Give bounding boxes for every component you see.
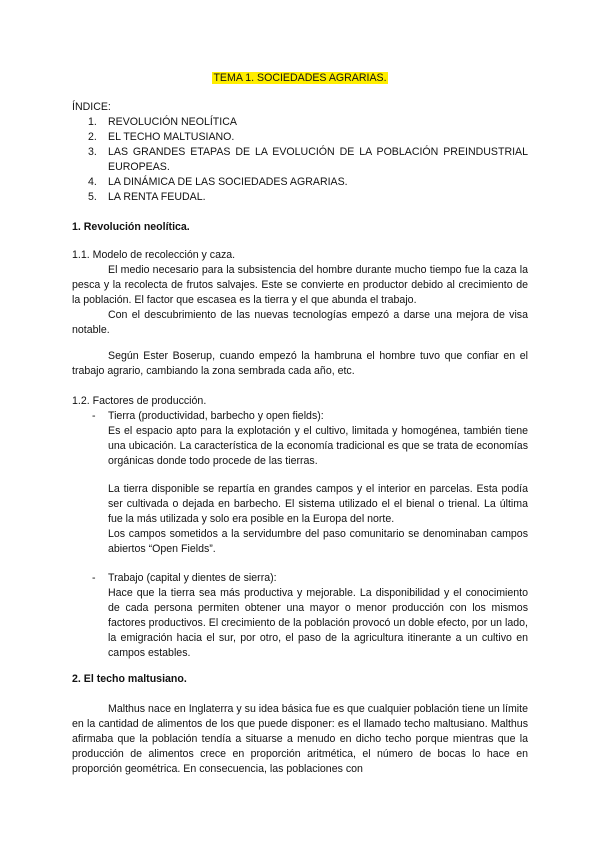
paragraph: Los campos sometidos a la servidumbre del paso comunitario se denominaban campos abiertos “Open Fields”.: [108, 528, 528, 555]
paragraph: El medio necesario para la subsistencia del hombre durante mucho tiempo fue la caza la pesca y la recolecta de frutos salvajes. Este se convierte en productor debido al crecimiento de la población. El factor que escasea es la tierra y el que abunda el trabajo.: [72, 264, 528, 306]
index-heading: ÍNDICE:: [72, 101, 111, 113]
bullet-trabajo: [108, 571, 528, 661]
index-item: 5. LA RENTA FEUDAL.: [88, 191, 206, 203]
index-item: 4. LA DINÁMICA DE LAS SOCIEDADES AGRARIAS.: [88, 176, 348, 188]
section-2-body: [72, 702, 528, 777]
section-2-heading: 2. El techo maltusiano.: [72, 673, 187, 685]
index-item: 2. EL TECHO MALTUSIANO.: [88, 131, 235, 143]
bullet-dash: -: [92, 410, 96, 422]
paragraph: Hace que la tierra sea más productiva y mejorable. La disponibilidad y el conocimiento de cada persona permiten obtener una mayor o menor producción con los mismos factores productivos. El crecimiento de la población provocó un doble efecto, por un lado, la emigración hacia el sur, por otro, el paso de la agricultura itinerante a un cultivo en campos estables.: [108, 587, 528, 659]
subsection-1-2-heading: 1.2. Factores de producción.: [72, 395, 207, 407]
paragraph: Malthus nace en Inglaterra y su idea básica fue es que cualquier población tiene un límite en la cantidad de alimentos de los que puede disponer: es el llamado techo maltusiano. Malthus afirmaba que la población tendía a situarse a menudo en dicho techo porque mientras que la producción de alimentos crece en proporción aritmética, el número de bocas lo hace en proporción geométrica. En consecuencia, las poblaciones con: [72, 703, 528, 775]
section-1-heading: 1. Revolución neolítica.: [72, 221, 190, 233]
index-list: [72, 115, 528, 205]
bullet-title: Tierra (productividad, barbecho y open fields):: [108, 410, 324, 422]
bullet-dash: -: [92, 572, 96, 584]
subsection-1-1-heading: 1.1. Modelo de recolección y caza.: [72, 249, 236, 261]
index-item: 1. REVOLUCIÓN NEOLÍTICA: [88, 116, 237, 128]
paragraph: Es el espacio apto para la explotación y el cultivo, limitada y homogénea, también tiene una ubicación. La característica de la economía tradicional es que se trata de economías orgánicas donde todo procede de las tierras.: [108, 425, 528, 467]
bullet-title: Trabajo (capital y dientes de sierra):: [108, 572, 277, 584]
title-highlight: TEMA 1. SOCIEDADES AGRARIAS.: [213, 72, 387, 84]
document-title: [0, 71, 600, 86]
index-item: 3. LAS GRANDES ETAPAS DE LA EVOLUCIÓN DE LA POBLACIÓN PREINDUSTRIAL EUROPEAS.: [88, 146, 528, 173]
section-1-1-body-2: [72, 349, 528, 379]
section-1-1-body: [72, 263, 528, 338]
paragraph: Con el descubrimiento de las nuevas tecnologías empezó a darse una mejora de visa notable.: [72, 309, 528, 336]
paragraph: La tierra disponible se repartía en grandes campos y el interior en parcelas. Esta podía ser cultivada o dejada en barbecho. El sistema utilizado el el bienal o trienal. La última fue la más utilizada y solo era posible en la Europa del norte.: [108, 483, 528, 525]
paragraph: Según Ester Boserup, cuando empezó la hambruna el hombre tuvo que confiar en el trabajo agrario, cambiando la zona sembrada cada año, etc.: [72, 350, 528, 377]
bullet-tierra: [108, 409, 528, 469]
bullet-tierra-cont: [108, 482, 528, 557]
